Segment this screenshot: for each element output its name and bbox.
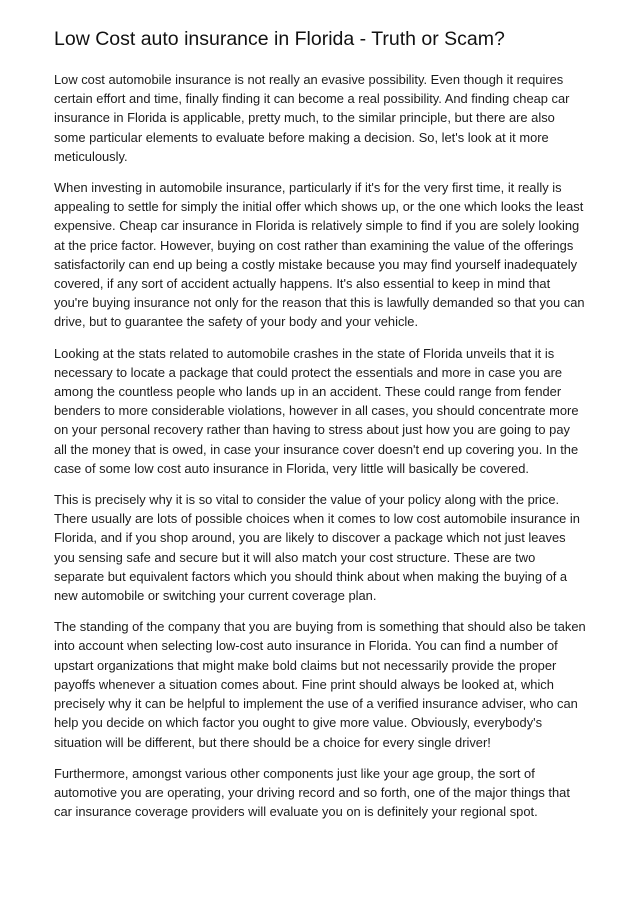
text-line: you're buying insurance not only for the reason that this is lawfully demanded so that you can <box>54 295 585 311</box>
text-line: into account when selecting low-cost auto insurance in Florida. You can find a number of <box>54 638 558 654</box>
text-line: Low cost automobile insurance is not really an evasive possibility. Even though it requires <box>54 72 564 87</box>
paragraph-stats <box>54 344 592 478</box>
text-line: certain effort and time, finally finding it can become a real possibility. And finding cheap car <box>54 91 570 107</box>
text-line: covered, if any sort of accident actually happens. It's also essential to keep in mind that <box>54 276 551 292</box>
text-line: at the price factor. However, buying on cost rather than examining the value of the offerings <box>54 237 574 253</box>
text-line: benders to more considerable violations, however in all cases, you should concentrate more <box>54 403 579 419</box>
paragraph-investing <box>54 178 592 332</box>
text-line: There usually are lots of possible choices when it comes to low cost automobile insurance in <box>54 511 580 527</box>
text-line: necessary to locate a package that could protect the essentials and more in case you are <box>54 364 563 380</box>
text-line: all the money that is owed, in case your insurance cover doesn't end up covering you. In the <box>54 441 579 457</box>
page-title: Low Cost auto insurance in Florida - Truth or Scam? <box>54 28 505 50</box>
text-line: among the countless people who lands up in an accident. These could range from fender <box>54 384 562 400</box>
paragraph-value <box>54 490 592 605</box>
article-body <box>54 70 592 833</box>
text-line: Furthermore, amongst various other components just like your age group, the sort of <box>54 765 535 781</box>
text-line: upstart organizations that might make bold claims but not necessarily provide the proper <box>54 657 557 673</box>
text-line: precisely why it can be helpful to implement the use of a verified insurance adviser, who can <box>54 696 578 712</box>
text-line: car insurance coverage providers will evaluate you on is definitely your regional spot. <box>54 804 538 820</box>
text-line: situation will be different, but there should be a choice for every single driver! <box>54 734 491 750</box>
text-line: automotive you are operating, your driving record and so forth, one of the major things that <box>54 784 570 800</box>
text-line: insurance in Florida is applicable, pretty much, to the similar principle, but there are also <box>54 110 555 126</box>
text-line: Looking at the stats related to automobile crashes in the state of Florida unveils that it is <box>54 345 555 361</box>
text-line: drive, but to guarantee the safety of your body and your vehicle. <box>54 314 419 330</box>
paragraph-intro <box>54 70 592 166</box>
text-line: The standing of the company that you are buying from is something that should also be taken <box>54 619 586 635</box>
text-line: case of some low cost auto insurance in Florida, very little will basically be covered. <box>54 460 530 476</box>
text-line: you sensing safe and secure but it will also match your cost structure. These are two <box>54 549 536 565</box>
text-line: on your personal recovery rather than having to stress about just how you are going to pay <box>54 422 570 438</box>
text-line: new automobile or switching your current coverage plan. <box>54 588 377 604</box>
text-line: help you decide on which factor you ought to give more value. Obviously, everybody's <box>54 715 543 731</box>
text-line: When investing in automobile insurance, particularly if it's for the very first time, it really is <box>54 180 562 196</box>
text-line: some particular elements to evaluate before making a decision. So, let's look at it more <box>54 129 549 145</box>
text-line: separate but equivalent factors which you should think about when making the buying of a <box>54 568 568 584</box>
text-line: expensive. Cheap car insurance in Florida is relatively simple to find if you are solely looking <box>54 218 580 234</box>
text-line: satisfactorily can end up being a costly mistake because you may find yourself inadequately <box>54 256 578 272</box>
paragraph-furthermore <box>54 764 592 822</box>
text-line: meticulously. <box>54 148 128 164</box>
text-line: Florida, and if you shop around, you are likely to discover a package which not just leaves <box>54 530 566 546</box>
text-line: This is precisely why it is so vital to consider the value of your policy along with the price. <box>54 492 560 508</box>
paragraph-standing <box>54 617 592 751</box>
text-line: appealing to settle for simply the initial offer which shows up, or the one which looks the least <box>54 199 584 215</box>
text-line: payoffs whenever a situation comes about. Fine print should always be looked at, which <box>54 676 554 692</box>
